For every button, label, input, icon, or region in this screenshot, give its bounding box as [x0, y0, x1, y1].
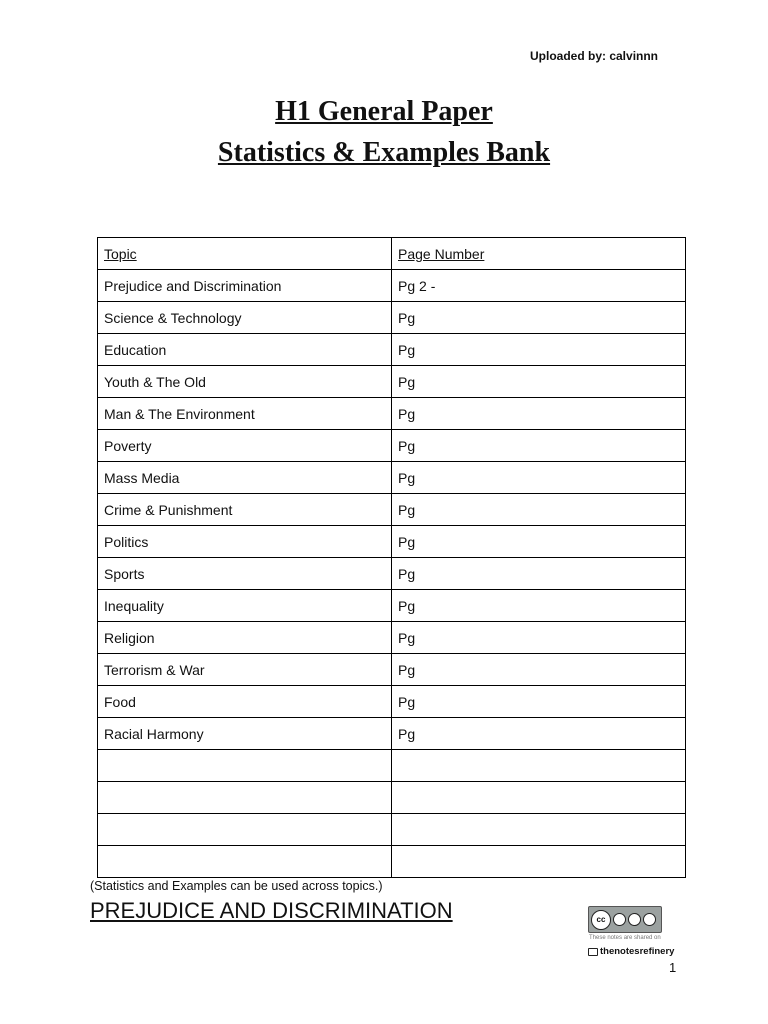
topics-table [97, 237, 686, 878]
table-row [98, 558, 686, 590]
header-page-number [392, 238, 686, 270]
license-text: These notes are shared on [589, 935, 661, 941]
topic-cell: Racial Harmony [98, 718, 392, 750]
section-heading: PREJUDICE AND DISCRIMINATION [90, 898, 453, 923]
table-header-row [98, 238, 686, 270]
header-page-label: Page Number [398, 245, 485, 262]
page-number-cell: Pg [392, 334, 686, 366]
attribution-icon [613, 913, 626, 926]
header-topic [98, 238, 392, 270]
page-number-cell: Pg [392, 654, 686, 686]
table-row [98, 750, 686, 782]
topic-cell: Religion [98, 622, 392, 654]
page-number-cell [392, 846, 686, 878]
uploaded-by-label: Uploaded by: calvinnn [530, 49, 659, 63]
brand-logo [588, 946, 674, 957]
page-number-cell: Pg [392, 366, 686, 398]
topic-cell [98, 814, 392, 846]
table-row [98, 430, 686, 462]
page-number: 1 [669, 960, 677, 975]
table-row [98, 782, 686, 814]
topic-cell: Science & Technology [98, 302, 392, 334]
page-number-cell: Pg 2 - [392, 270, 686, 302]
topic-cell: Politics [98, 526, 392, 558]
table-row [98, 814, 686, 846]
page-number-cell: Pg [392, 622, 686, 654]
topic-cell [98, 782, 392, 814]
topic-cell: Mass Media [98, 462, 392, 494]
page-number-cell: Pg [392, 398, 686, 430]
book-icon [588, 948, 598, 956]
table-row [98, 398, 686, 430]
page-number-cell: Pg [392, 686, 686, 718]
page-number-cell: Pg [392, 430, 686, 462]
topic-cell: Crime & Punishment [98, 494, 392, 526]
topic-cell [98, 750, 392, 782]
creative-commons-badge-icon [588, 906, 662, 933]
topic-cell [98, 846, 392, 878]
document-title: H1 General Paper [275, 96, 493, 127]
topic-cell: Food [98, 686, 392, 718]
page-number-cell [392, 782, 686, 814]
page-number-cell: Pg [392, 558, 686, 590]
topic-cell: Sports [98, 558, 392, 590]
table-row [98, 302, 686, 334]
table-row [98, 654, 686, 686]
topic-cell: Education [98, 334, 392, 366]
topic-cell: Man & The Environment [98, 398, 392, 430]
header-topic-label: Topic [104, 245, 137, 262]
noncommercial-icon [628, 913, 641, 926]
table-row [98, 526, 686, 558]
topic-cell: Terrorism & War [98, 654, 392, 686]
table-row [98, 718, 686, 750]
topic-cell: Youth & The Old [98, 366, 392, 398]
cc-icon: cc [591, 910, 611, 930]
page-number-cell: Pg [392, 718, 686, 750]
page-number-cell: Pg [392, 302, 686, 334]
page-number-cell: Pg [392, 526, 686, 558]
table-row [98, 462, 686, 494]
table-row [98, 366, 686, 398]
table-row [98, 622, 686, 654]
page-number-cell [392, 814, 686, 846]
page-number-cell: Pg [392, 494, 686, 526]
sharealike-icon [643, 913, 656, 926]
page-number-cell: Pg [392, 462, 686, 494]
table-row [98, 494, 686, 526]
topic-cell: Prejudice and Discrimination [98, 270, 392, 302]
table-row [98, 590, 686, 622]
page-number-cell: Pg [392, 590, 686, 622]
table-row [98, 270, 686, 302]
document-subtitle: Statistics & Examples Bank [217, 137, 551, 168]
table-row [98, 686, 686, 718]
topic-cell: Inequality [98, 590, 392, 622]
table-row [98, 846, 686, 878]
usage-note: (Statistics and Examples can be used across topics.) [90, 879, 383, 893]
brand-name: thenotesrefinery [600, 946, 675, 957]
page-number-cell [392, 750, 686, 782]
table-row [98, 334, 686, 366]
topic-cell: Poverty [98, 430, 392, 462]
